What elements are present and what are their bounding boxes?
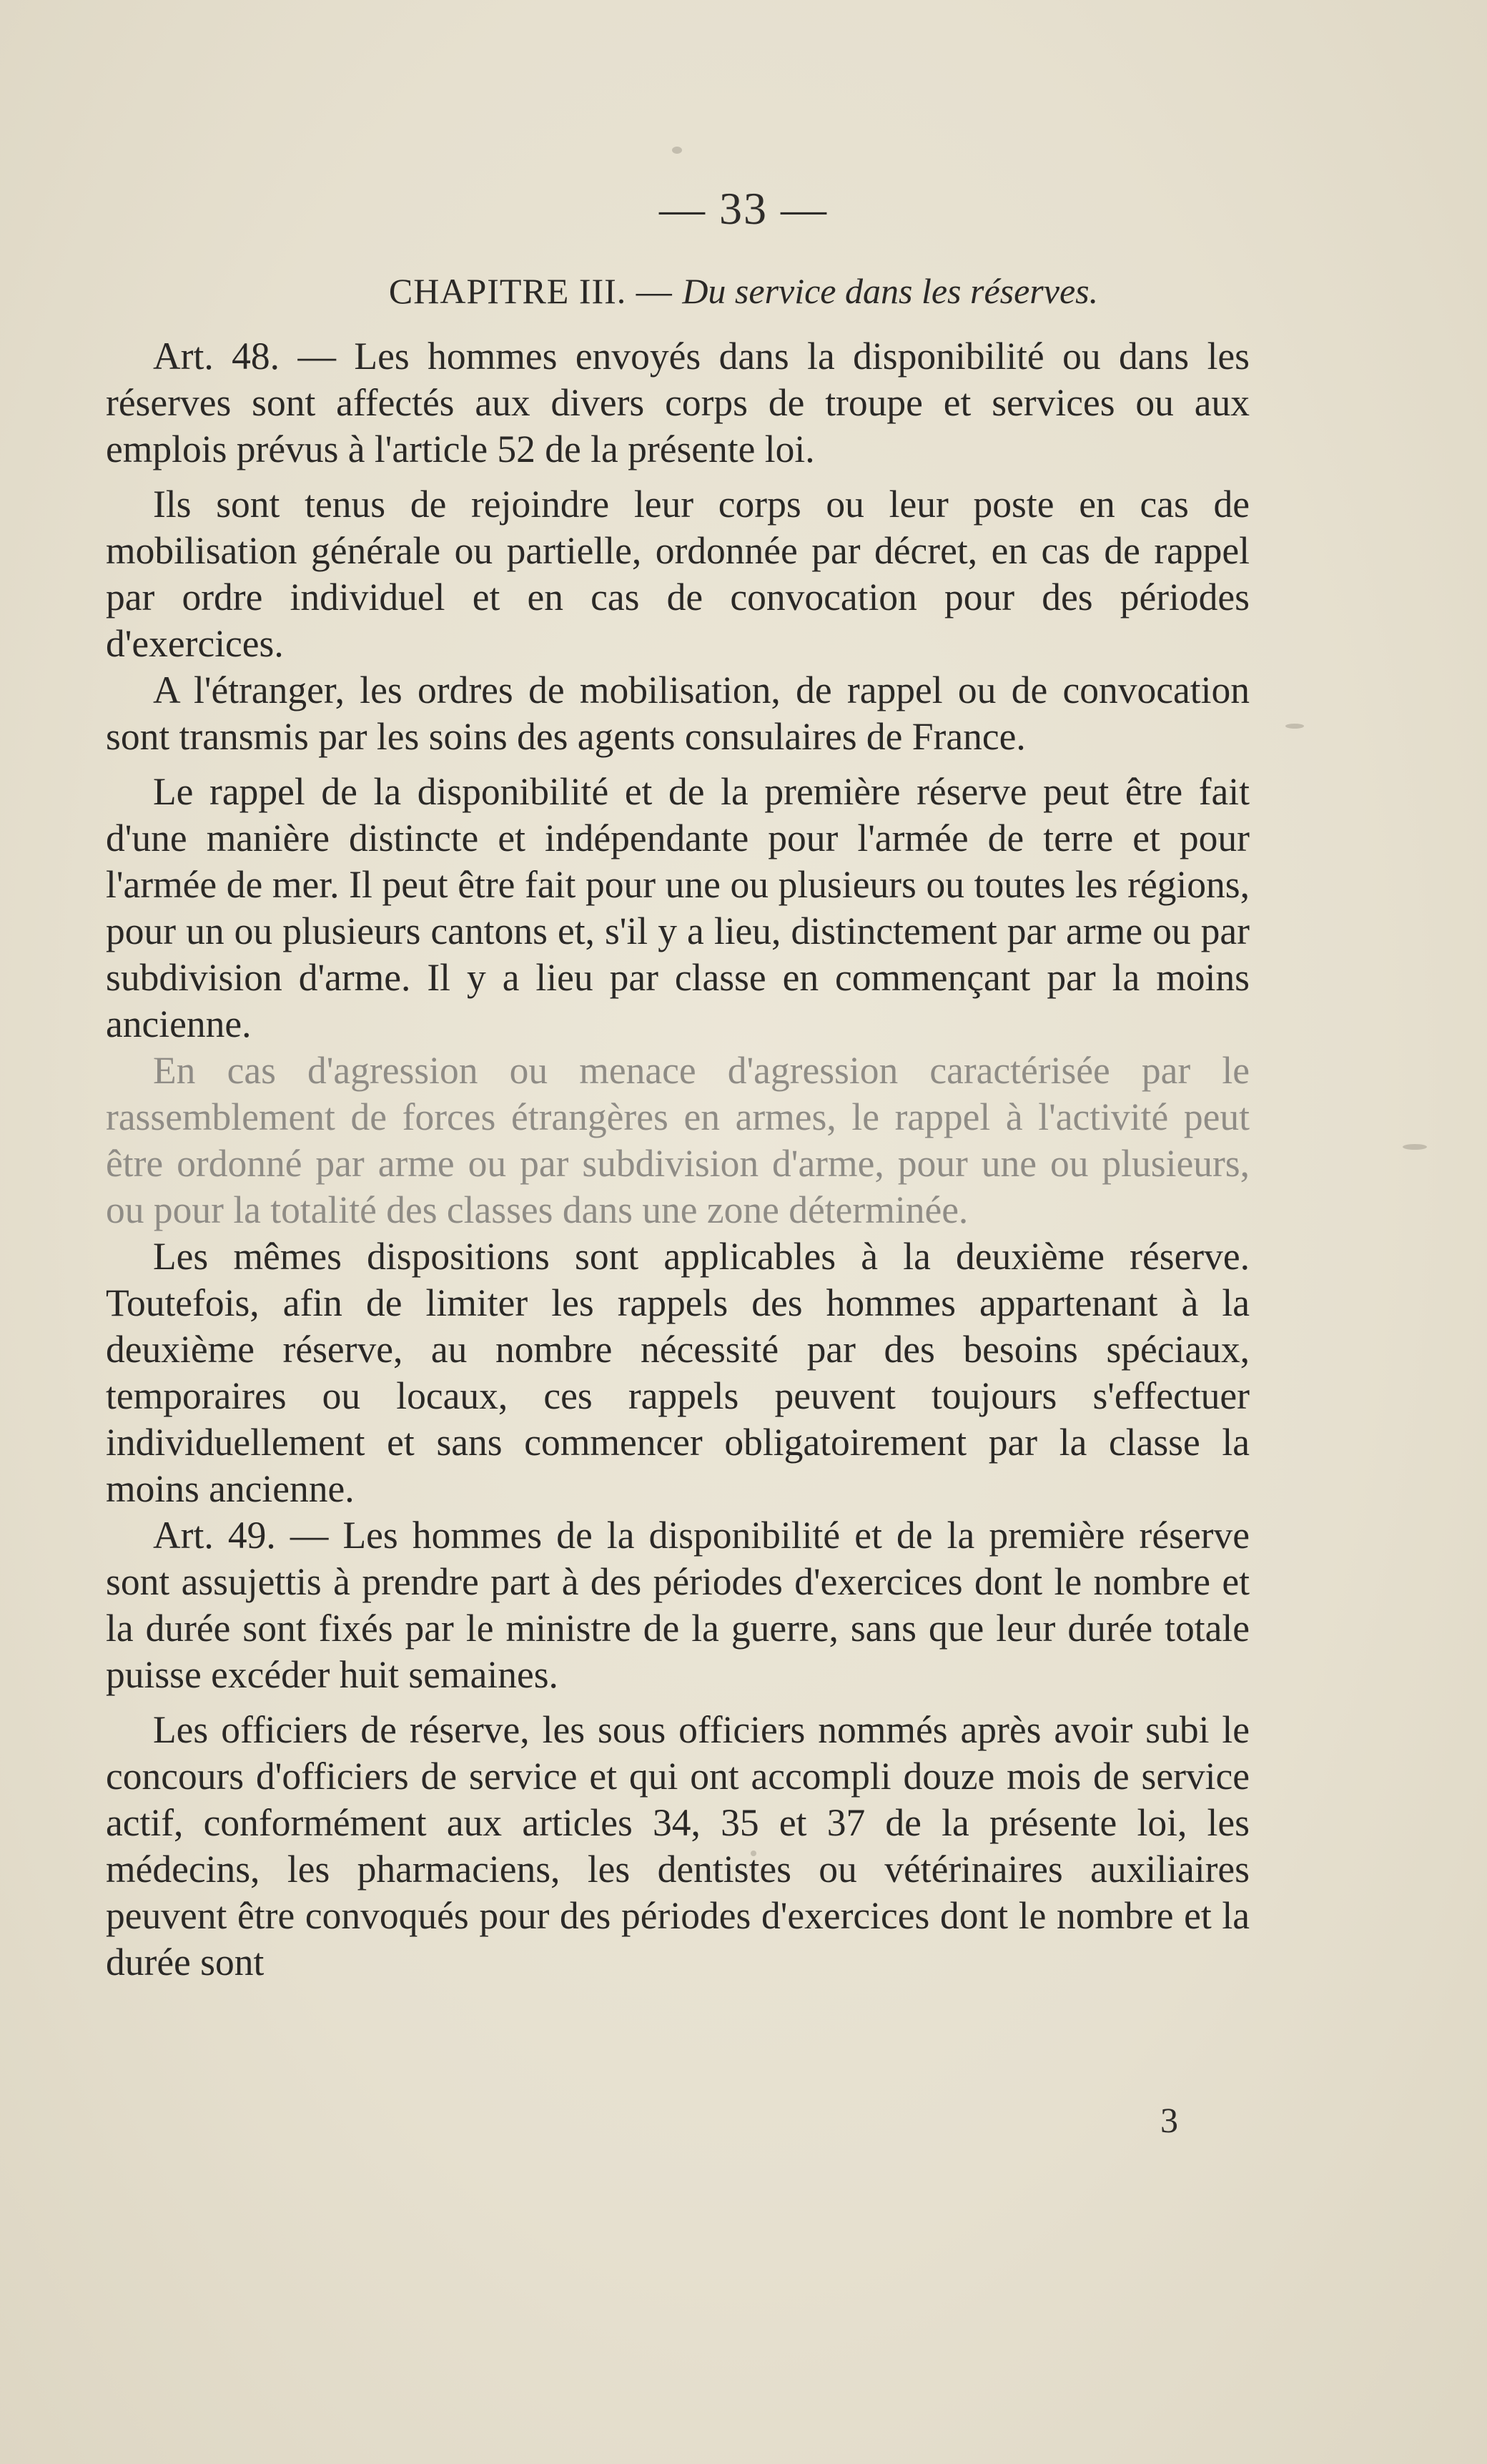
paragraph-mobilisation: Ils sont tenus de rejoindre leur corps ou leur poste en cas de mobilisation générale ou partielle, ordonnée par décret, en cas de rappel par ordre individuel et en cas de convocation pour des périodes d'exercices. <box>106 483 1250 665</box>
paragraph-officiers: Les officiers de réserve, les sous officiers nommés après avoir subi le concours d'officiers de service et qui ont accompli douze mois de service actif, conformément aux articles 34, 35 et 37 de la présente loi, les médecins, les pharmaciens, les dentistes ou vétérinaires auxiliaires peuvent être convoqués pour des périodes d'exercices dont le nombre et la durée sont <box>106 1708 1250 1983</box>
paragraph-rappel: Le rappel de la disponibilité et de la première réserve peut être fait d'une manière distincte et indépendante pour l'armée de terre et pour l'armée de mer. Il peut être fait pour une ou plusieurs ou toutes les régions, pour un ou plusieurs cantons et, s'il y a lieu, distinctement par arme ou par subdivision d'arme. Il y a lieu par classe en commençant par la moins ancienne. <box>106 770 1250 1045</box>
body-text <box>106 333 1250 1986</box>
chapter-heading <box>0 270 1487 312</box>
paper-speck <box>1285 724 1304 729</box>
paragraph-agression: En cas d'agression ou menace d'agression caractérisée par le rassemblement de forces étrangères en armes, le rappel à l'activité peut être ordonné par arme ou par subdivision d'arme, pour une ou plusieurs, ou pour la totalité des classes dans une zone déterminée. <box>106 1049 1250 1231</box>
chapter-label: CHAPITRE III. — <box>388 271 683 311</box>
paragraph-deuxieme-reserve: Les mêmes dispositions sont applicables à la deuxième réserve. Toutefois, afin de limiter les rappels des hommes appartenant à la deuxième réserve, au nombre nécessité par des besoins spéciaux, temporaires ou locaux, ces rappels peuvent toujours s'effectuer individuellement et sans commencer obligatoirement par la classe la moins ancienne. <box>106 1235 1250 1510</box>
signature-mark: 3 <box>1160 2100 1178 2140</box>
paragraph-art-49: Art. 49. — Les hommes de la disponibilité et de la première réserve sont assujettis à prendre part à des périodes d'exercices dont le nombre et la durée sont fixés par le ministre de la guerre, sans que leur durée totale puisse excéder huit semaines. <box>106 1514 1250 1696</box>
page-number: — 33 — <box>659 183 828 234</box>
paragraph-art-48: Art. 48. — Les hommes envoyés dans la disponibilité ou dans les réserves sont affectés aux divers corps de troupe et services ou aux emplois prévus à l'article 52 de la présente loi. <box>106 335 1250 470</box>
paper-speck <box>1403 1144 1427 1150</box>
chapter-title: Du service dans les réserves. <box>682 271 1099 311</box>
paper-speck <box>672 147 682 154</box>
paragraph-etranger: A l'étranger, les ordres de mobilisation, de rappel ou de convocation sont transmis par les soins des agents consulaires de France. <box>106 669 1250 758</box>
